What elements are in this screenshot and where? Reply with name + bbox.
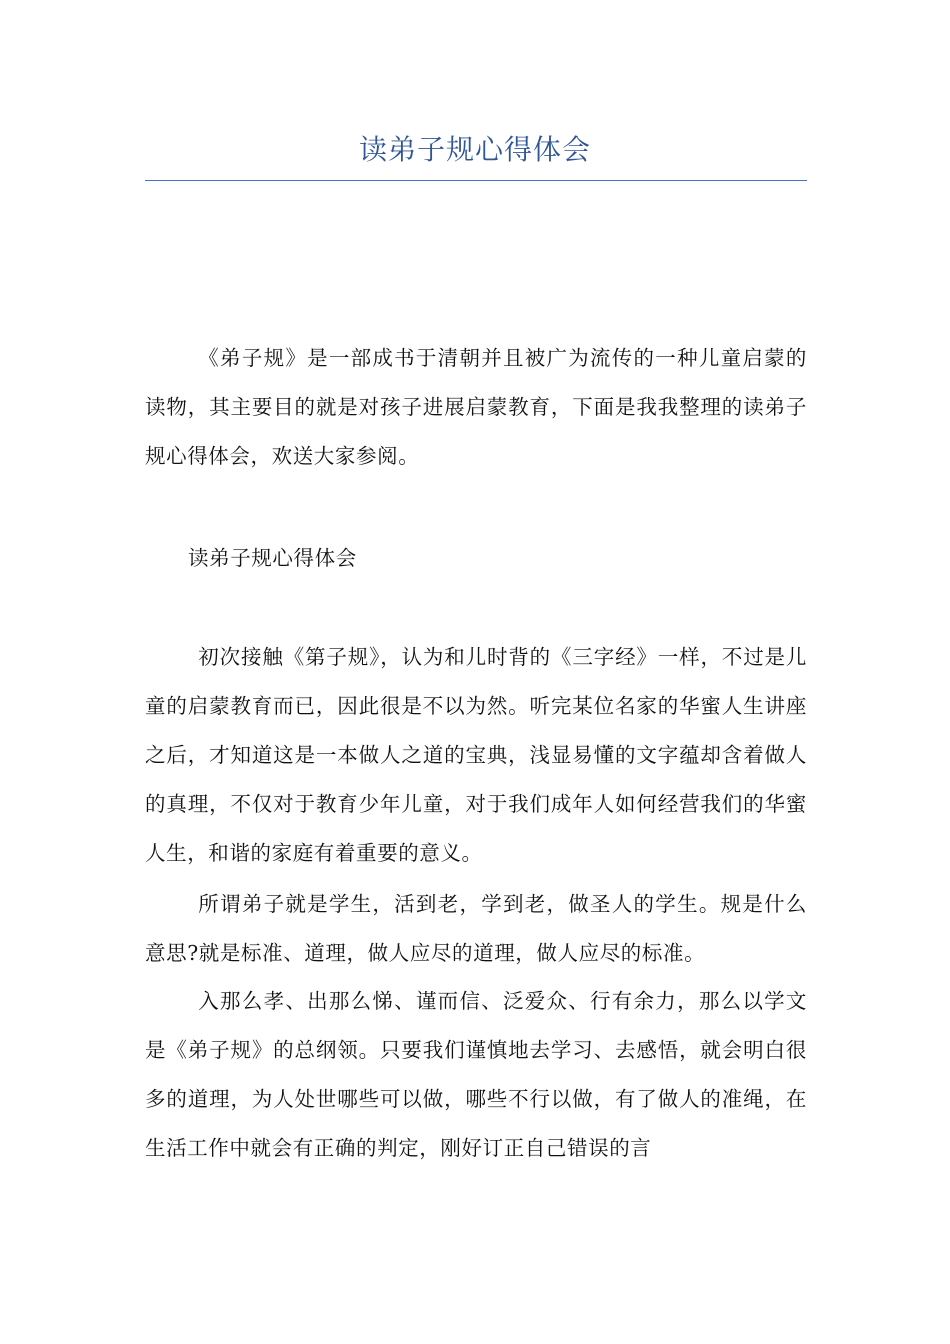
section-subheading: 读弟子规心得体会 [188,546,357,570]
body-paragraph-3: 入那么孝、出那么悌、谨而信、泛爱众、行有余力，那么以学文是《弟子规》的总纲领。只要我们谨慎地去学习、去感悟，就会明白很多的道理，为人处世哪些可以做，哪些不行以做，有了做人的准绳，在生活工作中就会有正确的判定，刚好订正自己错误的言 [145,989,807,1160]
body-paragraph-1: 初次接触《第子规》，认为和儿时背的《三字经》一样，不过是儿童的启蒙教育而已，因此很是不以为然。听完某位名家的华蜜人生讲座之后，才知道这是一本做人之道的宝典，浅显易懂的文字蕴却含着做人的真理，不仅对于教育少年儿童，对于我们成年人如何经营我们的华蜜人生，和谐的家庭有着重要的意义。 [145,645,807,865]
body-paragraph-2: 所谓弟子就是学生，活到老，学到老，做圣人的学生。规是什么意思?就是标准、道理，做人应尽的道理，做人应尽的标准。 [145,892,807,965]
title-underline [145,180,807,181]
document-title: 读弟子规心得体会 [358,133,591,166]
intro-paragraph: 《弟子规》是一部成书于清朝并且被广为流传的一种儿童启蒙的读物，其主要目的就是对孩子进展启蒙教育，下面是我我整理的读弟子规心得体会，欢送大家参阅。 [145,346,807,468]
